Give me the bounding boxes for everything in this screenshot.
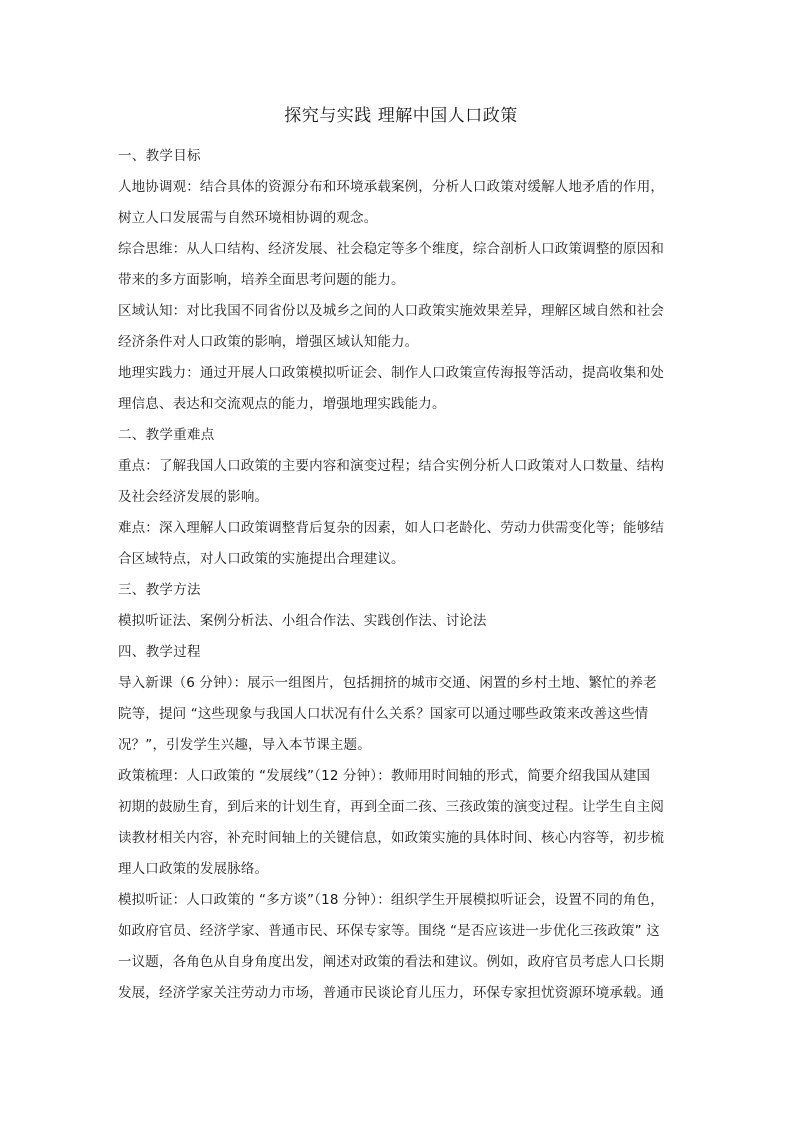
text-line: 模拟听证法、案例分析法、小组合作法、实践创作法、讨论法: [118, 613, 487, 629]
text-line: 人地协调观：结合具体的资源分布和环境承载案例，分析人口政策对缓解人地矛盾的作用，: [118, 179, 664, 195]
text-line: 政策梳理：人口政策的 “发展线”（12 分钟）：教师用时间轴的形式，简要介绍我国从建国: [118, 768, 651, 784]
text-line: 读教材相关内容，补充时间轴上的关键信息，如政策实施的具体时间、核心内容等，初步梳: [118, 830, 664, 846]
text-line: 综合思维：从人口结构、经济发展、社会稳定等多个维度，综合剖析人口政策调整的原因和: [118, 241, 664, 257]
section-heading-key-points: 二、教学重难点: [118, 427, 215, 443]
text-line: 如政府官员、经济学家、普通市民、环保专家等。围绕 “是否应该进一步优化三孩政策” 这: [118, 923, 660, 939]
section-heading-process: 四、教学过程: [118, 644, 201, 660]
section-heading-objectives: 一、教学目标: [118, 148, 201, 164]
text-line: 地理实践力：通过开展人口政策模拟听证会、制作人口政策宣传海报等活动，提高收集和处: [118, 365, 664, 381]
text-line: 理信息、表达和交流观点的能力，增强地理实践能力。: [118, 396, 446, 412]
text-line: 重点：了解我国人口政策的主要内容和演变过程；结合实例分析人口政策对人口数量、结构: [118, 458, 664, 474]
text-line: 院等，提问 “这些现象与我国人口状况有什么关系？国家可以通过哪些政策来改善这些情: [118, 706, 649, 722]
text-line: 理人口政策的发展脉络。: [118, 861, 269, 877]
text-line: 经济条件对人口政策的影响，增强区域认知能力。: [118, 334, 419, 350]
text-line: 模拟听证：人口政策的 “多方谈”（18 分钟）：组织学生开展模拟听证会，设置不同的角色，: [118, 892, 664, 908]
text-line: 带来的多方面影响，培养全面思考问题的能力。: [118, 272, 405, 288]
text-line: 区域认知：对比我国不同省份以及城乡之间的人口政策实施效果差异，理解区域自然和社会: [118, 303, 664, 319]
text-line: 初期的鼓励生育，到后来的计划生育，再到全面二孩、三孩政策的演变过程。让学生自主阅: [118, 799, 664, 815]
text-line: 发展，经济学家关注劳动力市场，普通市民谈论育儿压力，环保专家担忧资源环境承载。通: [118, 985, 664, 1001]
text-line: 树立人口发展需与自然环境相协调的观念。: [118, 210, 378, 226]
text-line: 及社会经济发展的影响。: [118, 489, 269, 505]
text-line: 一议题，各角色从自身角度出发，阐述对政策的看法和建议。例如，政府官员考虑人口长期: [118, 954, 664, 970]
text-line: 导入新课（6 分钟）：展示一组图片，包括拥挤的城市交通、闲置的乡村土地、繁忙的养老: [118, 675, 657, 691]
text-line: 况？”，引发学生兴趣，导入本节课主题。: [118, 737, 371, 753]
text-line: 合区域特点，对人口政策的实施提出合理建议。: [118, 551, 405, 567]
document-title: 探究与实践 理解中国人口政策: [284, 106, 518, 126]
section-heading-methods: 三、教学方法: [118, 582, 201, 598]
text-line: 难点：深入理解人口政策调整背后复杂的因素，如人口老龄化、劳动力供需变化等；能够结: [118, 520, 664, 536]
